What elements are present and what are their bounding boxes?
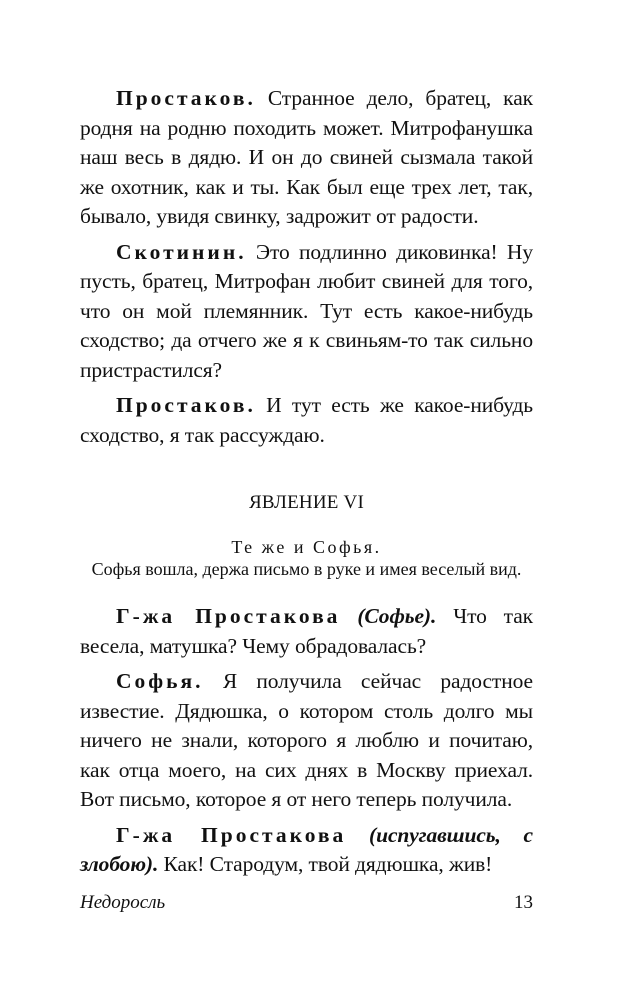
dialogue-line (80, 391, 533, 450)
running-title: Недоросль (80, 892, 166, 913)
dialogue-line (80, 667, 533, 815)
dialogue-line (80, 84, 533, 232)
page-number: 13 (514, 892, 533, 913)
dialogue-line (80, 602, 533, 661)
dialogue-text: Что так весела, матушка? Чему обрадовалась? (80, 604, 534, 658)
speaker-name: Г-жа Простакова (116, 822, 347, 847)
dialogue-text: И тут есть же какое-нибудь сходство, я так рассуждаю. (80, 393, 533, 447)
dialogue-line (80, 238, 533, 386)
stage-direction: Софья вошла, держа письмо в руке и имея веселый вид. (91, 559, 522, 579)
dialogue-text: Я получила сейчас радостное известие. Дядюшка, о котором столь долго мы ничего не знали, которого я люблю и почитаю, как отца моего, на сих днях в Москву приехал. Вот письмо, которое я от него теперь получила. (80, 669, 533, 811)
speaker-name: Г-жа Простакова (116, 604, 341, 628)
speaker-name: Скотинин. (116, 239, 247, 264)
stage-remark: (испугавшись, с злобою). (80, 822, 533, 876)
dialogue-text: Странное дело, братец, как родня на родню походить может. Митрофанушка наш весь в дядю. И он до свиней сызмала такой же охотник, как и ты. Как был еще трех лет, так, бывало, увидя свинку, задрожит от радости. (80, 86, 533, 228)
dialogue-text: Это подлинно диковинка! Ну пусть, братец, Митрофан любит свиней для того, что он мой племянник. Тут есть какое-нибудь сходство; да отчего же я к свиньям-то так сильно пристрастился? (80, 239, 533, 382)
speaker-name: Простаков. (116, 86, 256, 110)
dialogue-text: Как! Стародум, твой дядюшка, жив! (158, 852, 493, 876)
speaker-name: Простаков. (116, 393, 256, 417)
dialogue-line (80, 821, 533, 880)
scene-persons: Те же и Софья. (231, 537, 382, 557)
speaker-name: Софья. (116, 669, 204, 693)
scene-title: ЯВЛЕНИЕ VI (249, 492, 364, 513)
page-body (80, 84, 533, 886)
stage-remark: (Софье). (340, 604, 437, 628)
